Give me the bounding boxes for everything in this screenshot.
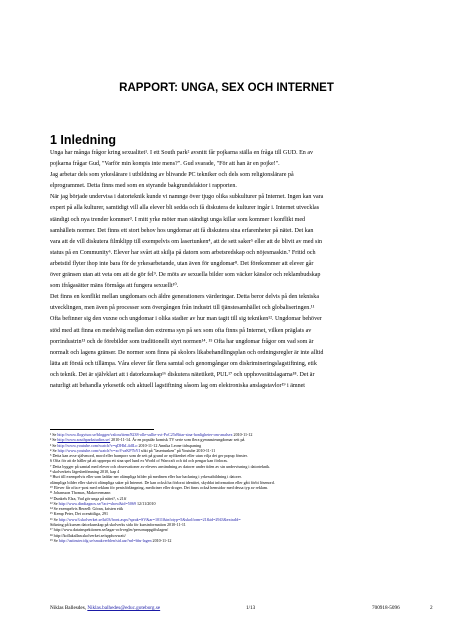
footnote-link[interactable]: http://www.flogvisor.se/blogger/valora/item/8238-olle-sullte-svt-PoC25rBttar-sina-honligheter-om-analsex: [57, 432, 233, 437]
footnote-link[interactable]: http://www.southparkstudios.se/: [57, 437, 111, 443]
text-line: över gränsen utan att veta om att de gör fel⁹. De möts av sexuella bilder som väcker känslor och reklambudskap: [50, 272, 321, 279]
text-line: samhällets normer. Det finns ett stort behov hos ungdomar att få diskutera sina erfarenheter på nätet. Det kan: [50, 227, 314, 234]
footer-author: [50, 605, 160, 611]
footer-page-of: 1/13: [246, 605, 256, 611]
footnote-text: ³ Se: [50, 442, 58, 448]
footnote-text: ¹⁹ Se: [50, 537, 59, 543]
footnote-text: ¹⁸ http://kollakallan.skolverket.se/upphovsratt/: [50, 532, 126, 538]
paragraph: [50, 148, 414, 192]
text-line: pojkarna frågar Gud, "Varför min kompis inte mens?". Gud svarade, "För att han är en pojke!".: [50, 161, 280, 168]
footer-page-number: 2: [430, 605, 433, 611]
footnote-text: Sökning på kursen datorkunskap på skolverks sida för kursinformation 2010-11-11: [50, 522, 186, 528]
footnote-text: sökt på "lasertunken" på Youtube 2010-11-11: [139, 447, 216, 453]
text-line: porrindustrin¹³ och de förebilder som traditionellt styrt normen¹⁴. ¹⁵ Ofta har ungdomar frågor om vad som är: [50, 338, 314, 345]
footnote-text: ¹⁰ Elever får ofta e-post med reklam för penisförlängning, mediciner eller droger. Det finns också hemsidor med dessa typ av reklam.: [50, 484, 269, 490]
paragraph: [50, 292, 414, 392]
paragraph: [50, 192, 414, 292]
footnote-text: 2010-11-12 Annika Leone tidsspaning: [137, 442, 202, 448]
text-line: som ifrågasätter mäns förmåga att fungera sexuellt¹⁰.: [50, 283, 179, 290]
text-line: normalt och lagens gränser. De normer som finns på skolors likabehandlingsplan och ordningsregler är inte alltid: [50, 349, 324, 356]
footnote-link[interactable]: http://www.youtube.com/watch?v=xoVvaKP7bYI: [57, 447, 140, 453]
footnote-text: ¹⁴ Se exempelvis Berzell: Göran, kristen etik: [50, 506, 124, 512]
footnote-text: ¹² Dunkels Elza, Vad gör unga på nätet?, s 21ff: [50, 495, 127, 501]
text-line: Ofta befinner sig den vuxne och ungdomar i olika stadier av hur man tagit till sig tekniken¹². Ungdomar behöver: [50, 316, 322, 323]
text-line: ständigt och nya trender kommer³. I mitt yrke möter man ständigt unga killar som kommer i konflikt med: [50, 216, 306, 223]
footnote-text: ¹³ Se: [50, 500, 59, 506]
text-line: Det finns en konflikt mellan ungdomars och äldre generationers värderingar. Detta beror delvis på den tekniska: [50, 294, 319, 301]
footnote-text: ⁴ Se: [50, 447, 58, 453]
footnote-text: ¹⁵ Kemp Peter, Det ocenättliga, 291: [50, 511, 109, 517]
text-line: Jag arbetar dels som yrkeslärare i utbildning av blivande PC tekniker och dels som religionslärare på: [50, 172, 294, 179]
footnote-text: ⁵ Detta kan avse självmord, mord eller barnporr som de sett på grund av nyfikenhet eller utan vilja det ger popup fönster.: [50, 453, 248, 459]
text-line: lätta att förstå och tillämpa. Våra elever får flera samtal och genomgångar om diskrimineringslagstiftning, etik: [50, 360, 317, 367]
footnote-text: ⁷ Detta bygger på samtal med elever och observationer av elevers användning av datorer under tiden av sin undervisning i datorteknik.: [50, 463, 271, 469]
text-line: När jag började undervisa i datorteknik kunde vi namnge över tjugo olika subkulturer på Internet. Ingen kan vara: [50, 194, 324, 201]
text-line: status på en Community⁶. Elever har svårt att skilja på datorn som arbetsredskap och nöjesmaskin.⁷ Fritid och: [50, 249, 316, 256]
footnote-text: ¹¹ Johansson Thomas, Makovermann: [50, 490, 111, 496]
footnote-text: ¹ Se: [50, 432, 58, 437]
footnote-text: 6 Ofta för att de håller på att upprepa ett sina spel lund ex World of Warcraft och tid och pengar kan förloras.: [50, 458, 228, 464]
footnotes: [50, 432, 414, 543]
footnote-text: 2010-11-12: [151, 537, 172, 543]
body-text: [50, 148, 414, 392]
footnote-text: ¹⁷ http://www.datainspektionen.se/lagar-och-regler/personuppgiftslagen/: [50, 527, 169, 533]
footnote-link[interactable]: http://www.youtube.com/watch?v=qDHhL4dlLo: [57, 442, 138, 448]
text-line: naturligt att behandla yrkesetik och aktuell lagstiftning såsom lag om elektroniska anslagstavlor¹⁹ i ämnet: [50, 382, 305, 389]
footnote-text: ¹⁶ Se: [50, 516, 59, 522]
text-line: vara att de vill diskutera filmklipp till exempelvis om lasertunken⁴, att de sett saker⁵ eller att de blivit av med sin: [50, 238, 323, 245]
report-title: RAPPORT: UNGA, SEX OCH INTERNET: [119, 82, 334, 94]
text-line: elprogrammet. Detta finns med som en styrande bakgrundsfaktor i rapporten.: [50, 183, 237, 190]
footnote-link[interactable]: http://ustinster.idg.se/smakverblen/sid.aar?nrl=bbs-lagen: [58, 537, 152, 543]
footnote-divider: [50, 429, 154, 430]
text-line: utvecklingen, men även på processer som övergången från industri till tjänstesamhället och globaliseringen.¹¹: [50, 305, 315, 312]
footnote-text: ² Se: [50, 437, 58, 443]
footnote-text: ⁸ skolverkets lägesbedömning 2010, kap 4: [50, 469, 120, 475]
text-line: expert på alla kulturer, samtidigt vill alla elever bli sedda och få diskutera de kulturer ingår i. Internet utvecklas: [50, 205, 320, 212]
footnote-text: olämpliga bilder eller skrivit olämpliga saker på Internet. De kan också ha förlorat identitet, skyddat information eller gått förbi lösenord.: [50, 479, 275, 485]
footnote-text: 12/11/2010: [135, 500, 156, 506]
text-line: arbetstid flyter ihop inte bara för de yrkesarbetande, utan även för ungdomar⁸. Det förekommer att elever går: [50, 260, 314, 267]
footnote-text: 2010-11-12: [232, 432, 253, 437]
footer-id: 700918-5096: [372, 605, 400, 611]
section-heading: 1 Inledning: [50, 133, 116, 147]
text-line: Unga har många frågor kring sexualitet¹. I ett South park² avsnitt får pojkarna ställa en fråga till GUD. En av: [50, 150, 314, 156]
footer-author-name: Niklas Ballesdes,: [50, 605, 88, 611]
footnote-link[interactable]: http://www.dindiagnos.se/?act=show&id=5069: [58, 500, 136, 506]
page-footer: [50, 605, 435, 613]
footnote-text: 2010-11-14. Är en populär komisk TV serie som flera gymnasieungdomar sett på.: [110, 437, 246, 443]
footnote-text: ⁹ Hurt till exempelvis eller som laddar ner olämpliga bilder på medinen eller har hackning i yrkesutbildning i datorer.: [50, 474, 242, 480]
footnote-link[interactable]: http://www3.skolverket.se/ki03/front.aspx?sprak=SV&ar=1011&infotyp=5&skolform=21&id=2943&extraId=: [58, 516, 241, 522]
text-line: stöd med att finna en medelväg mellan den extrema syn på sex som ofta finns på Internet, vilken präglats av: [50, 327, 312, 334]
text-line: och teknik. Det är självklart att i datorkunskap¹⁶ diskutera nätetikett, PUL¹⁷ och upphovsrättslagarna¹⁸. Det är: [50, 371, 315, 378]
footnote: [50, 538, 414, 543]
footer-email-link[interactable]: Niklas.balhedes@educ.goteborg.se: [87, 605, 161, 611]
